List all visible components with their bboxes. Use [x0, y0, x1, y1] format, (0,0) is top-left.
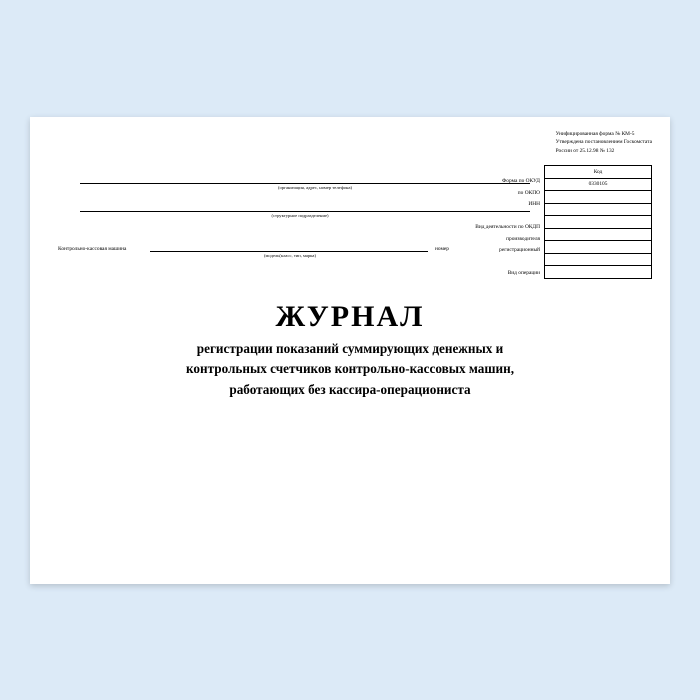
subdivision-caption: (структурное подразделение) [271, 213, 329, 218]
code-cell-okpo [545, 191, 652, 204]
label-okdp: Вид деятельности по ОКДП [475, 224, 540, 230]
label-okud: Форма по ОКУД [502, 178, 540, 184]
code-cell-operation-type [545, 266, 652, 279]
table-row [545, 216, 652, 229]
table-row [545, 253, 652, 266]
organization-line[interactable] [80, 183, 530, 184]
label-inn: ИНН [528, 201, 540, 207]
code-cell-manufacturer [545, 241, 652, 254]
table-row [545, 266, 652, 279]
form-header-line-1: Унифицированная форма № КМ-5 [555, 131, 635, 137]
table-row [545, 228, 652, 241]
table-row [545, 203, 652, 216]
label-okpo: по ОКПО [517, 189, 540, 196]
form-header [556, 130, 652, 155]
table-row [545, 178, 652, 191]
document-page [30, 117, 670, 584]
subtitle-line-3: работающих без кассира-операциониста [229, 381, 471, 397]
machine-model-line[interactable] [150, 251, 428, 252]
code-cell-okud: 0330105 [545, 178, 652, 191]
code-cell-okdp [545, 228, 652, 241]
code-table-header-cell: Код [545, 166, 652, 179]
form-header-line-3: России от 25.12.98 № 132 [555, 147, 615, 154]
document-body [30, 117, 670, 584]
subdivision-line[interactable] [80, 211, 530, 212]
label-operation-type: Вид операции [507, 270, 540, 276]
label-manufacturer: производителя [506, 235, 540, 242]
code-table-header-row [545, 166, 652, 179]
label-registration: регистрационный [499, 247, 540, 253]
code-cell-inn [545, 203, 652, 216]
subtitle-line-2: контрольных счетчиков контрольно-кассовых машин, [185, 361, 515, 377]
machine-label: Контрольно-кассовая машина [58, 246, 127, 252]
machine-model-caption: (модель(класс, тип, марка) [264, 253, 316, 258]
table-row [545, 241, 652, 254]
code-cell-empty [545, 216, 652, 229]
machine-number-label: номер [435, 246, 449, 252]
table-row [545, 191, 652, 204]
code-cell-registration [545, 253, 652, 266]
page-title: ЖУРНАЛ [275, 300, 425, 333]
subtitle-line-1: регистрации показаний суммирующих денежных и [196, 341, 504, 356]
form-header-line-2: Утверждена постановлением Госкомстата [555, 139, 652, 146]
page-subtitle [130, 339, 570, 400]
organization-caption: (организация, адрес, номер телефона) [277, 185, 353, 190]
code-table [544, 165, 652, 279]
